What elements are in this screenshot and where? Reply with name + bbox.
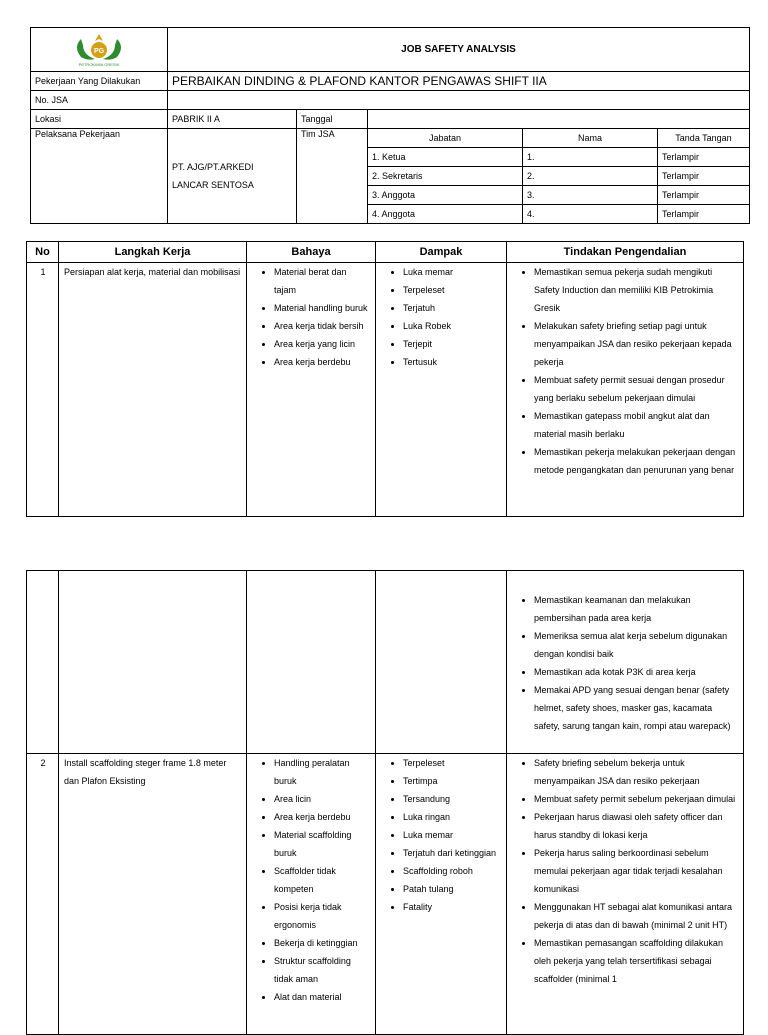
tanggal-label: Tanggal <box>297 110 368 129</box>
svg-text:PG: PG <box>93 47 105 55</box>
list-item: • Tertusuk <box>403 353 502 371</box>
team-nama: 1. <box>523 148 658 167</box>
step-bahaya <box>247 263 376 517</box>
col-nama: Nama <box>523 129 658 148</box>
step-langkah: Persiapan alat kerja, material dan mobilisasi <box>59 263 247 517</box>
tanggal-value <box>368 110 750 129</box>
bullet-list <box>512 591 739 735</box>
list-item: • Fatality <box>403 898 502 916</box>
bullet-list <box>381 754 502 916</box>
team-ttd: Terlampir <box>658 148 750 167</box>
bullet-list <box>512 263 739 479</box>
step-tindakan <box>507 754 744 1035</box>
step-dampak <box>376 263 507 517</box>
list-item: • Memastikan gatepass mobil angkut alat dan material masih berlaku <box>534 407 739 443</box>
step-langkah <box>59 571 247 754</box>
list-item: • Area kerja berdebu <box>274 353 371 371</box>
col-langkah: Langkah Kerja <box>59 242 247 263</box>
bullet-list <box>252 263 371 371</box>
pekerjaan-label: Pekerjaan Yang Dilakukan <box>31 72 168 91</box>
logo-cell <box>31 28 168 72</box>
jsa-steps-table <box>26 241 744 517</box>
list-item: • Safety briefing sebelum bekerja untuk menyampaikan JSA dan resiko pekerjaan <box>534 754 739 790</box>
list-item: • Menggunakan HT sebagai alat komunikasi antara pekerja di atas dan di bawah (minimal 2 unit HT) <box>534 898 739 934</box>
list-item: • Luka memar <box>403 263 502 281</box>
list-item: • Material berat dan tajam <box>274 263 371 299</box>
pelaksana-label: Pelaksana Pekerjaan <box>31 129 168 224</box>
bullet-list <box>512 754 739 988</box>
no-jsa-label: No. JSA <box>31 91 168 110</box>
list-item: • Melakukan safety briefing setiap pagi untuk menyampaikan JSA dan resiko pekerjaan kepada pekerja <box>534 317 739 371</box>
list-item: • Tertimpa <box>403 772 502 790</box>
list-item: • Membuat safety permit sesuai dengan prosedur yang berlaku sebelum pekerjaan dimulai <box>534 371 739 407</box>
bullet-list <box>252 754 371 1006</box>
table-row <box>27 754 744 1035</box>
no-jsa-value <box>168 91 750 110</box>
list-item: • Membuat safety permit sebelum pekerjaan dimulai <box>534 790 739 808</box>
list-item: • Alat dan material <box>274 988 371 1006</box>
jsa-steps-table-continued <box>26 570 744 1035</box>
list-item: • Tersandung <box>403 790 502 808</box>
list-item: • Patah tulang <box>403 880 502 898</box>
step-tindakan <box>507 263 744 517</box>
list-item: • Bekerja di ketinggian <box>274 934 371 952</box>
col-jabatan: Jabatan <box>368 129 523 148</box>
col-dampak: Dampak <box>376 242 507 263</box>
list-item: • Pekerjaan harus diawasi oleh safety officer dan harus standby di lokasi kerja <box>534 808 739 844</box>
list-item: • Memastikan keamanan dan melakukan pembersihan pada area kerja <box>534 591 739 627</box>
table-row <box>27 263 744 517</box>
lokasi-value: PABRIK II A <box>168 110 297 129</box>
team-jabatan: 1. Ketua <box>368 148 523 167</box>
petrokimia-logo <box>69 31 129 67</box>
table-row <box>27 571 744 754</box>
step-number <box>27 571 59 754</box>
list-item: • Area kerja yang licin <box>274 335 371 353</box>
list-item: • Scaffolding roboh <box>403 862 502 880</box>
list-item: • Pekerja harus saling berkoordinasi sebelum memulai pekerjaan agar tidak terjadi kesalahan komunikasi <box>534 844 739 898</box>
col-bahaya: Bahaya <box>247 242 376 263</box>
pekerjaan-value: PERBAIKAN DINDING & PLAFOND KANTOR PENGAWAS SHIFT IIA <box>168 72 750 91</box>
team-nama: 2. <box>523 167 658 186</box>
team-ttd: Terlampir <box>658 167 750 186</box>
list-item: • Terjatuh dari ketinggian <box>403 844 502 862</box>
list-item: • Memastikan semua pekerja sudah mengikuti Safety Induction dan memiliki KIB Petrokimia Gresik <box>534 263 739 317</box>
team-jabatan: 4. Anggota <box>368 205 523 224</box>
list-item: • Material handling buruk <box>274 299 371 317</box>
team-jabatan: 2. Sekretaris <box>368 167 523 186</box>
list-item: • Memakai APD yang sesuai dengan benar (safety helmet, safety shoes, masker gas, kacamata safety, sarung tangan kain, rompi atau warepack) <box>534 681 739 735</box>
list-item: • Memeriksa semua alat kerja sebelum digunakan dengan kondisi baik <box>534 627 739 663</box>
list-item: • Memastikan ada kotak P3K di area kerja <box>534 663 739 681</box>
jsa-header-table <box>30 27 750 224</box>
team-ttd: Terlampir <box>658 186 750 205</box>
list-item: • Terjepit <box>403 335 502 353</box>
bullet-list <box>381 263 502 371</box>
step-bahaya <box>247 754 376 1035</box>
list-item: • Luka memar <box>403 826 502 844</box>
step-dampak <box>376 571 507 754</box>
list-item: • Terpeleset <box>403 754 502 772</box>
team-ttd: Terlampir <box>658 205 750 224</box>
step-number: 2 <box>27 754 59 1035</box>
step-bahaya <box>247 571 376 754</box>
list-item: • Handling peralatan buruk <box>274 754 371 790</box>
list-item: • Memastikan pekerja melakukan pekerjaan dengan metode pengangkatan dan penurunan yang benar <box>534 443 739 479</box>
list-item: • Struktur scaffolding tidak aman <box>274 952 371 988</box>
pelaksana-line-1: PT. AJG/PT.ARKEDI <box>172 162 254 172</box>
list-item: • Material scaffolding buruk <box>274 826 371 862</box>
list-item: • Luka ringan <box>403 808 502 826</box>
list-item: • Terjatuh <box>403 299 502 317</box>
col-tanda-tangan: Tanda Tangan <box>658 129 750 148</box>
pelaksana-line-2: LANCAR SENTOSA <box>172 180 254 190</box>
list-item: • Scaffolder tidak kompeten <box>274 862 371 898</box>
list-item: • Terpeleset <box>403 281 502 299</box>
col-no: No <box>27 242 59 263</box>
table-header-row <box>27 242 744 263</box>
lokasi-label: Lokasi <box>31 110 168 129</box>
step-number: 1 <box>27 263 59 517</box>
step-dampak <box>376 754 507 1035</box>
list-item: • Posisi kerja tidak ergonomis <box>274 898 371 934</box>
step-tindakan <box>507 571 744 754</box>
svg-text:PETROKIMIA GRESIK: PETROKIMIA GRESIK <box>78 61 120 67</box>
pelaksana-value <box>168 129 297 224</box>
document-title: JOB SAFETY ANALYSIS <box>168 28 750 72</box>
team-nama: 3. <box>523 186 658 205</box>
list-item: • Area kerja tidak bersih <box>274 317 371 335</box>
list-item: • Luka Robek <box>403 317 502 335</box>
team-nama: 4. <box>523 205 658 224</box>
list-item: • Memastikan pemasangan scaffolding dilakukan oleh pekerja yang telah tersertifikasi sebagai scaffolder (minimal 1 <box>534 934 739 988</box>
list-item: • Area kerja berdebu <box>274 808 371 826</box>
list-item: • Area licin <box>274 790 371 808</box>
tim-jsa-label: Tim JSA <box>297 129 368 224</box>
team-jabatan: 3. Anggota <box>368 186 523 205</box>
col-tindakan: Tindakan Pengendalian <box>507 242 744 263</box>
step-langkah: Install scaffolding steger frame 1.8 meter dan Plafon Eksisting <box>59 754 247 1035</box>
